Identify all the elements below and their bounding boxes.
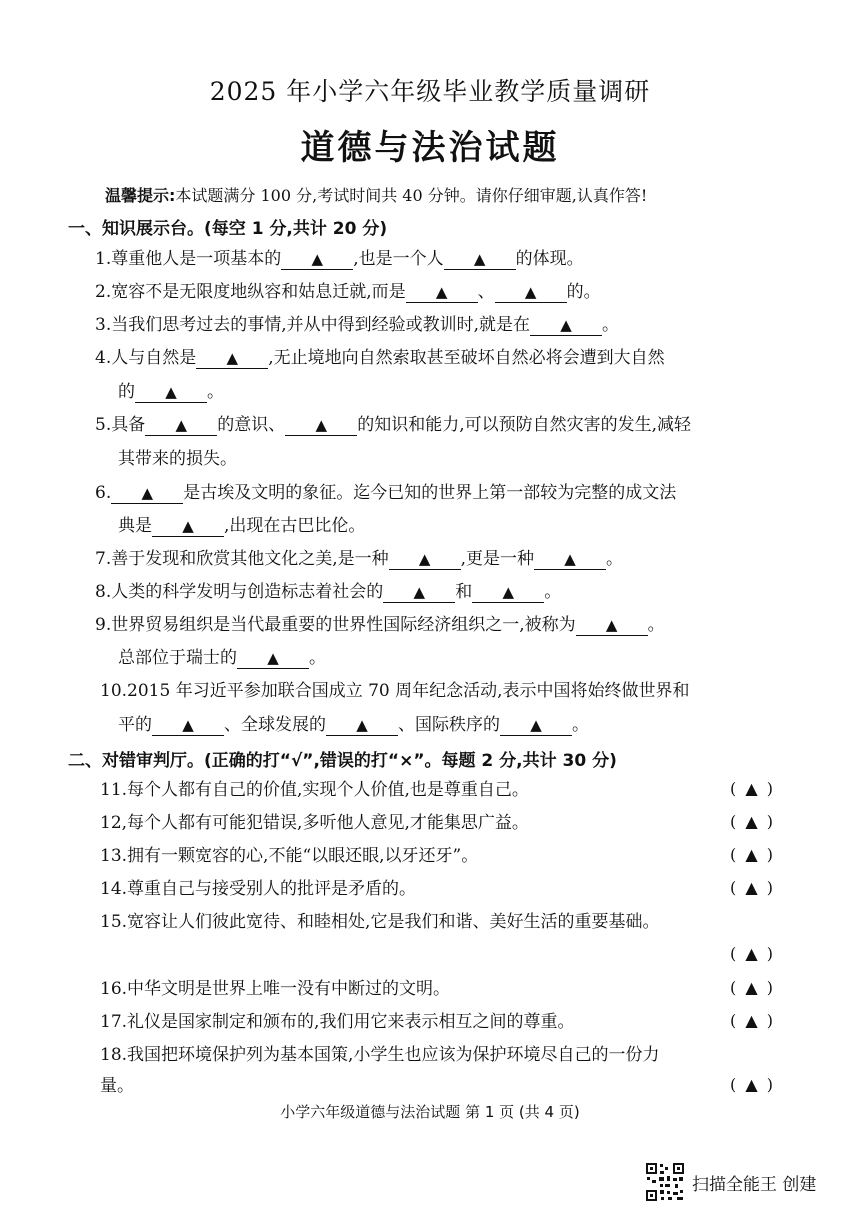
answer-blank: ▲ bbox=[534, 549, 606, 570]
question-4: 4.人与自然是 ▲ ,无止境地向自然索取甚至破坏自然必将会遭到大自然 bbox=[95, 348, 665, 368]
answer-blank: ▲ bbox=[406, 282, 478, 303]
answer-blank: ▲ bbox=[285, 415, 357, 436]
answer-mark: ( ▲ ) bbox=[730, 944, 775, 963]
answer-mark: ( ▲ ) bbox=[730, 978, 775, 997]
question-14: 14.尊重自己与接受别人的批评是矛盾的。 bbox=[100, 879, 417, 899]
answer-blank: ▲ bbox=[237, 648, 309, 669]
section-2-title: 二、对错审判厅。(正确的打“√”,错误的打“×”。每题 2 分,共计 30 分) bbox=[68, 751, 617, 771]
answer-blank: ▲ bbox=[389, 549, 461, 570]
question-5: 5.具备 ▲ 的意识、 ▲ 的知识和能力,可以预防自然灾害的发生,减轻 bbox=[95, 415, 692, 435]
answer-blank: ▲ bbox=[383, 582, 455, 603]
question-3: 3.当我们思考过去的事情,并从中得到经验或教训时,就是在 ▲ 。 bbox=[95, 315, 620, 335]
answer-blank: ▲ bbox=[530, 315, 602, 336]
question-11: 11.每个人都有自己的价值,实现个人价值,也是尊重自己。 bbox=[100, 780, 529, 800]
answer-blank: ▲ bbox=[152, 516, 224, 537]
answer-blank: ▲ bbox=[111, 483, 183, 504]
exam-title: 2025 年小学六年级毕业教学质量调研 bbox=[209, 77, 651, 106]
answer-blank: ▲ bbox=[495, 282, 567, 303]
scanner-brand: 扫描全能王 创建 bbox=[692, 1175, 817, 1195]
question-8: 8.人类的科学发明与创造标志着社会的 ▲ 和 ▲ 。 bbox=[95, 582, 562, 602]
answer-mark: ( ▲ ) bbox=[730, 812, 775, 831]
tip bbox=[105, 183, 825, 206]
question-18-cont: 量。 bbox=[100, 1076, 134, 1096]
question-2: 2.宽容不是无限度地纵容和姑息迁就,而是 ▲ 、 ▲ 的。 bbox=[95, 282, 601, 302]
subject-title: 道德与法治试题 bbox=[300, 128, 560, 168]
section-1-title: 一、知识展示台。(每空 1 分,共计 20 分) bbox=[68, 219, 388, 239]
answer-mark: ( ▲ ) bbox=[730, 1011, 775, 1030]
answer-mark: ( ▲ ) bbox=[730, 779, 775, 798]
answer-blank: ▲ bbox=[152, 715, 224, 736]
answer-mark: ( ▲ ) bbox=[730, 845, 775, 864]
question-4-cont: 的 ▲ 。 bbox=[118, 382, 224, 402]
qr-code-icon bbox=[645, 1162, 685, 1202]
answer-blank: ▲ bbox=[135, 382, 207, 403]
question-9: 9.世界贸易组织是当代最重要的世界性国际经济组织之一,被称为 ▲ 。 bbox=[95, 615, 665, 635]
answer-mark: ( ▲ ) bbox=[730, 878, 775, 897]
tip-label: 温馨提示: bbox=[105, 186, 176, 205]
answer-blank: ▲ bbox=[576, 615, 648, 636]
answer-blank: ▲ bbox=[196, 348, 268, 369]
tip-text: 本试题满分 100 分,考试时间共 40 分钟。请你仔细审题,认真作答! bbox=[175, 186, 648, 205]
question-12: 12,每个人都有可能犯错误,多听他人意见,才能集思广益。 bbox=[100, 813, 529, 833]
question-9-cont: 总部位于瑞士的 ▲ 。 bbox=[118, 648, 326, 668]
answer-mark: ( ▲ ) bbox=[730, 1075, 775, 1094]
question-1: 1.尊重他人是一项基本的 ▲ ,也是一个人 ▲ 的体现。 bbox=[95, 249, 584, 269]
question-6-cont: 典是 ▲ ,出现在古巴比伦。 bbox=[118, 516, 366, 536]
question-13: 13.拥有一颗宽容的心,不能“以眼还眼,以牙还牙”。 bbox=[100, 846, 479, 866]
answer-blank: ▲ bbox=[500, 715, 572, 736]
answer-blank: ▲ bbox=[444, 249, 516, 270]
question-7: 7.善于发现和欣赏其他文化之美,是一种 ▲ ,更是一种 ▲ 。 bbox=[95, 549, 624, 569]
page-footer: 小学六年级道德与法治试题 第 1 页 (共 4 页) bbox=[280, 1103, 580, 1121]
question-10-cont: 平的 ▲ 、全球发展的 ▲ 、国际秩序的 ▲ 。 bbox=[118, 715, 589, 735]
question-6: 6. ▲ 是古埃及文明的象征。迄今已知的世界上第一部较为完整的成文法 bbox=[95, 483, 677, 503]
question-16: 16.中华文明是世界上唯一没有中断过的文明。 bbox=[100, 979, 451, 999]
question-10: 10.2015 年习近平参加联合国成立 70 周年纪念活动,表示中国将始终做世界和 bbox=[100, 681, 690, 701]
question-5-cont: 其带来的损失。 bbox=[118, 449, 237, 469]
answer-blank: ▲ bbox=[145, 415, 217, 436]
answer-blank: ▲ bbox=[326, 715, 398, 736]
question-17: 17.礼仪是国家制定和颁布的,我们用它来表示相互之间的尊重。 bbox=[100, 1012, 575, 1032]
answer-blank: ▲ bbox=[472, 582, 544, 603]
question-15: 15.宽容让人们彼此宽待、和睦相处,它是我们和谐、美好生活的重要基础。 bbox=[100, 912, 660, 932]
question-18: 18.我国把环境保护列为基本国策,小学生也应该为保护环境尽自己的一份力 bbox=[100, 1045, 660, 1065]
answer-blank: ▲ bbox=[281, 249, 353, 270]
